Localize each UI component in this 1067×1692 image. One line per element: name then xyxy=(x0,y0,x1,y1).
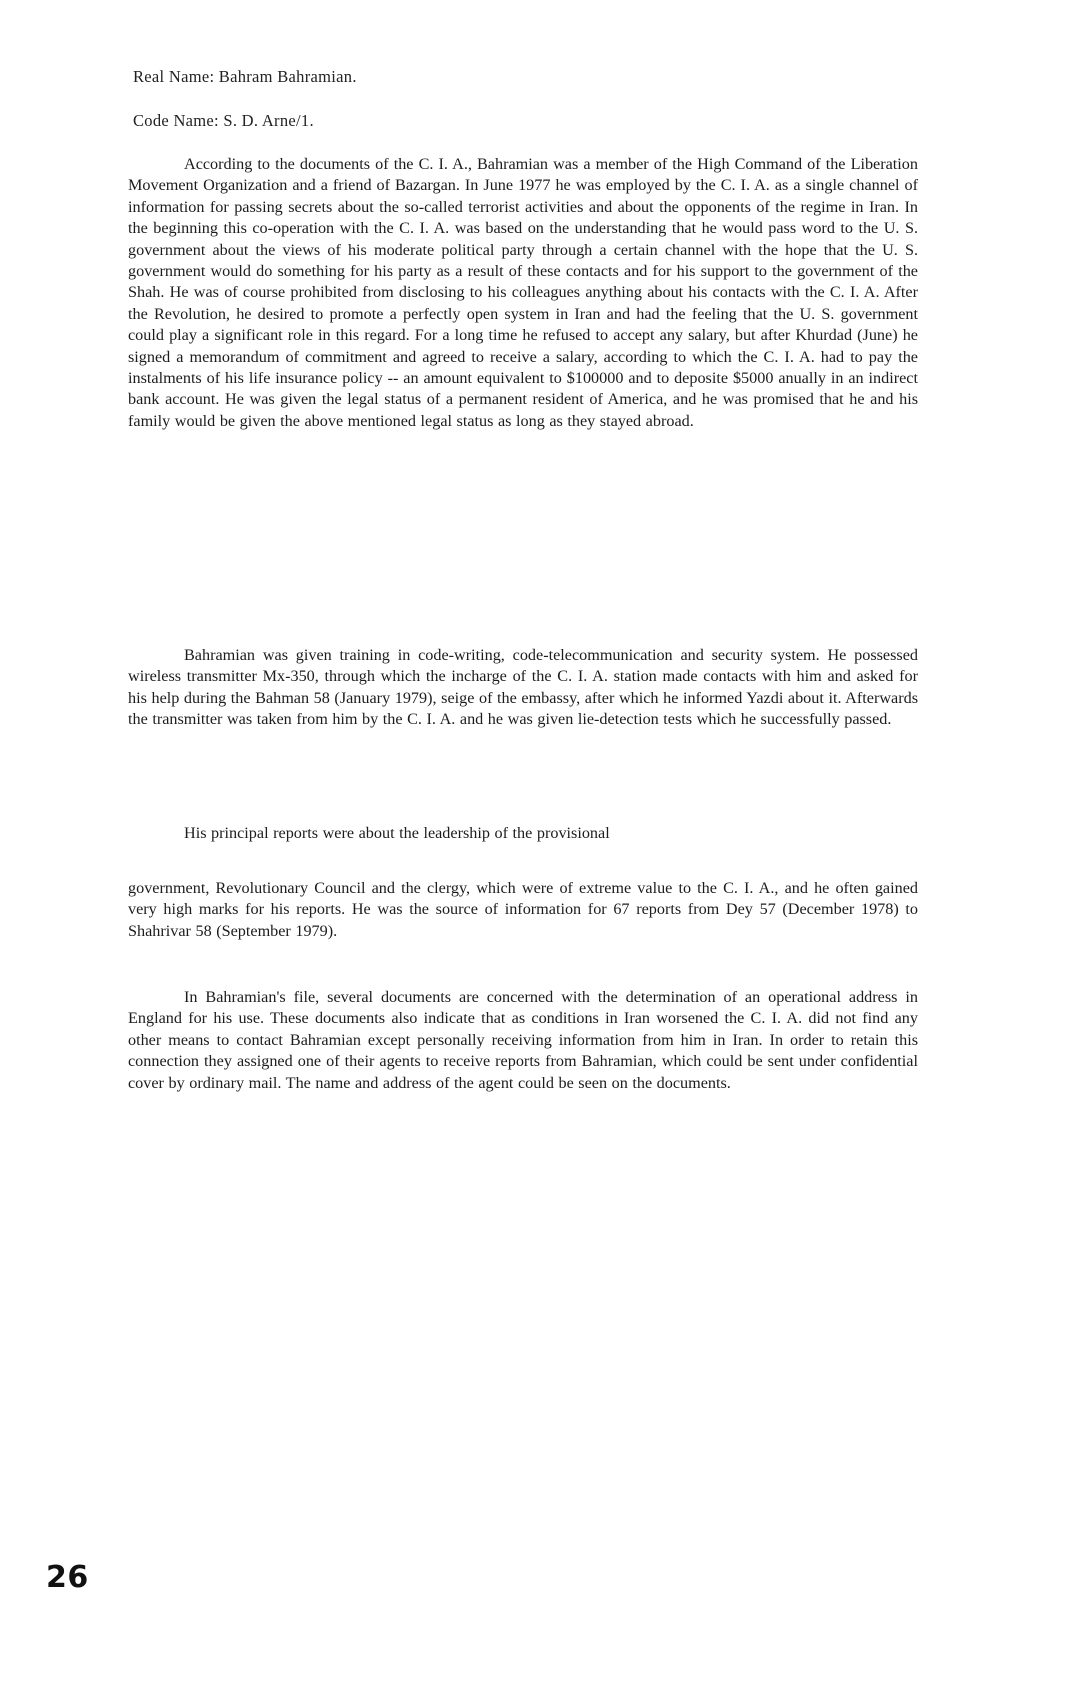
paragraph-reports-continued: government, Revolutionary Council and the clergy, which were of extreme value to the C. I. A., and he often gained very high marks for his reports. He was the source of information for 67 reports from Dey 57 (December 1978) to Shahrivar 58 (September 1979). xyxy=(128,879,918,940)
paragraph-training: Bahramian was given training in code-writing, code-telecommunication and security system. He possessed wireless transmitter Mx-350, through which the incharge of the C. I. A. station made contacts with him and asked for his help during the Bahman 58 (January 1979), seige of the embassy, after which he informed Yazdi about it. Afterwards the transmitter was taken from him by the C. I. A. and he was given lie-detection tests which he successfully passed. xyxy=(128,646,918,729)
page-number: 26 xyxy=(46,1560,89,1595)
code-name-line: Code Name: S. D. Arne/1. xyxy=(133,111,314,130)
paragraph-cia-membership: According to the documents of the C. I. A., Bahramian was a member of the High Command of the Liberation Movement Organization and a friend of Bazargan. In June 1977 he was employed by the C. I. A. as a single channel of information for passing secrets about the so-called terrorist activities and about the opponents of the regime in Iran. In the beginning this co-operation with the C. I. A. was based on the understanding that he would pass word to the U. S. government about the views of his moderate political party through a certain channel with the hope that the U. S. government would do something for his party as a result of these contacts and for his support to the government of the Shah. He was of course prohibited from disclosing to his colleagues anything about his contacts with the C. I. A. After the Revolution, he desired to promote a perfectly open system in Iran and had the feeling that the U. S. government could play a significant role in this regard. For a long time he refused to accept any salary, but after Khurdad (June) he signed a memorandum of commitment and agreed to receive a salary, according to which the C. I. A. had to pay the instalments of his life insurance policy -- an amount equivalent to $100000 and to deposite $5000 anually in an indirect bank account. He was given the legal status of a permanent resident of America, and he was promised that he and his family would be given the above mentioned legal status as long as they stayed abroad. xyxy=(128,155,918,430)
paragraph-principal-reports: His principal reports were about the leadership of the provisional xyxy=(184,824,610,842)
paragraph-operational-address: In Bahramian's file, several documents are concerned with the determination of an operational address in England for his use. These documents also indicate that as conditions in Iran worsened the C. I. A. did not find any other means to contact Bahramian except personally receiving information from him in Iran. In order to retain this connection they assigned one of their agents to receive reports from Bahramian, which could be sent under confidential cover by ordinary mail. The name and address of the agent could be seen on the documents. xyxy=(128,988,918,1092)
real-name-line: Real Name: Bahram Bahramian. xyxy=(133,67,357,86)
